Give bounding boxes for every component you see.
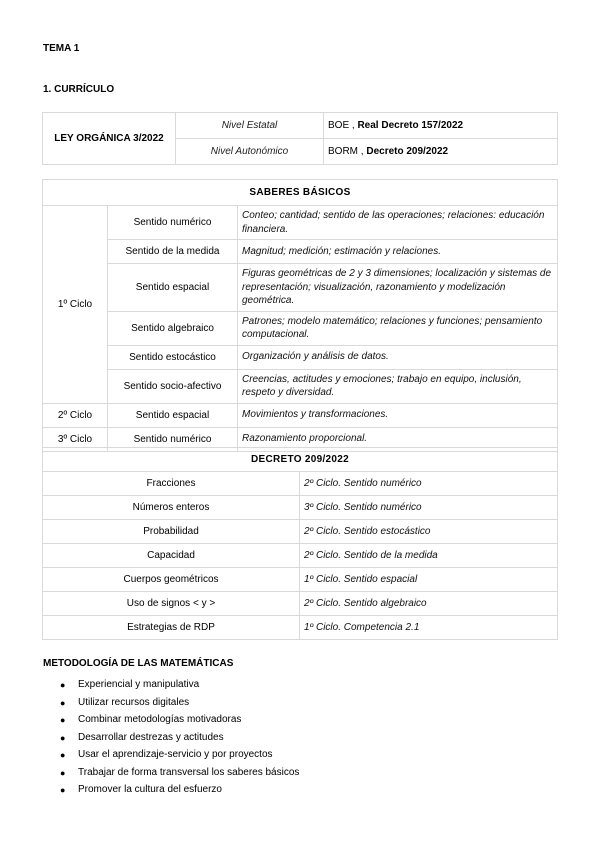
sentido-description: Movimientos y transformaciones. (238, 403, 558, 427)
bullet-icon: ● (60, 715, 66, 725)
bullet-icon: ● (60, 785, 66, 795)
decreto-reference: 2º Ciclo. Sentido de la medida (300, 544, 558, 568)
ley-level: Nivel Autonómico (176, 139, 324, 165)
decreto-item: Fracciones (43, 472, 300, 496)
list-item (58, 783, 299, 801)
ley-row (43, 113, 558, 139)
list-item-text: Trabajar de forma transversal los saberes básicos (78, 766, 300, 778)
sentido-label: Sentido numérico (108, 427, 238, 451)
bullet-icon: ● (60, 732, 66, 743)
table-row (43, 206, 558, 240)
decreto-item: Números enteros (43, 496, 300, 520)
ciclo-label: 3º Ciclo (43, 427, 108, 451)
decreto-item: Probabilidad (43, 520, 300, 544)
sentido-description: Conteo; cantidad; sentido de las operaciones; relaciones: educación financiera. (238, 206, 558, 240)
table-row (43, 592, 558, 616)
bullet-icon: ● (60, 680, 66, 690)
table-row (43, 311, 558, 345)
sentido-description: Organización y análisis de datos. (238, 345, 558, 369)
heading-metodologia: METODOLOGÍA DE LAS MATEMÁTICAS (43, 658, 234, 669)
sentido-description: Figuras geométricas de 2 y 3 dimensiones; localización y sistemas de representación; visualización, razonamiento y modelización geométrica. (238, 264, 558, 312)
decreto-table (42, 447, 558, 640)
sentido-label: Sentido estocástico (108, 345, 238, 369)
ley-ref-decree: Real Decreto 157/2022 (357, 120, 464, 131)
list-item-text: Combinar metodologías motivadoras (78, 714, 242, 725)
table-row (43, 520, 558, 544)
ley-ref-prefix: BOE , (328, 120, 358, 131)
sentido-label: Sentido espacial (108, 403, 238, 427)
ciclo-label: 2º Ciclo (43, 403, 108, 427)
table-row (43, 264, 558, 312)
bullet-icon: ● (60, 767, 66, 778)
table-row (43, 568, 558, 592)
ciclo-label: 1º Ciclo (43, 206, 108, 404)
table-row (43, 369, 558, 403)
list-item-text: Desarrollar destrezas y actitudes (78, 731, 224, 743)
decreto-item: Capacidad (43, 544, 300, 568)
list-item-text: Usar el aprendizaje-servicio y por proyectos (78, 749, 273, 760)
bullet-icon: ● (60, 750, 66, 760)
list-item (58, 748, 299, 766)
decreto-item: Estrategias de RDP (43, 616, 300, 640)
decreto-reference: 2º Ciclo. Sentido numérico (300, 472, 558, 496)
decreto-reference: 1º Ciclo. Sentido espacial (300, 568, 558, 592)
bullet-icon: ● (60, 697, 66, 708)
table-row (43, 544, 558, 568)
list-item (58, 696, 299, 714)
list-item-text: Promover la cultura del esfuerzo (78, 784, 222, 795)
sentido-label: Sentido algebraico (108, 311, 238, 345)
decreto-reference: 1º Ciclo. Competencia 2.1 (300, 616, 558, 640)
decreto-reference: 3º Ciclo. Sentido numérico (300, 496, 558, 520)
decreto-title: DECRETO 209/2022 (43, 448, 558, 472)
heading-tema: TEMA 1 (43, 43, 80, 54)
sentido-label: Sentido espacial (108, 264, 238, 312)
list-item-text: Utilizar recursos digitales (78, 696, 190, 708)
list-item (58, 766, 299, 784)
sentido-label: Sentido de la medida (108, 240, 238, 264)
table-row (43, 472, 558, 496)
metodologia-list (58, 678, 299, 801)
ley-reference (324, 113, 558, 139)
decreto-reference: 2º Ciclo. Sentido algebraico (300, 592, 558, 616)
saberes-title: SABERES BÁSICOS (43, 180, 558, 206)
ley-table (42, 112, 558, 165)
table-row (43, 403, 558, 427)
list-item (58, 713, 299, 731)
decreto-item: Uso de signos < y > (43, 592, 300, 616)
table-row (43, 345, 558, 369)
ley-level: Nivel Estatal (176, 113, 324, 139)
heading-curriculo: 1. CURRÍCULO (43, 84, 115, 95)
sentido-description: Creencias, actitudes y emociones; trabajo en equipo, inclusión, respeto y diversidad. (238, 369, 558, 403)
sentido-description: Magnitud; medición; estimación y relaciones. (238, 240, 558, 264)
decreto-reference: 2º Ciclo. Sentido estocástico (300, 520, 558, 544)
ley-ref-decree: Decreto 209/2022 (366, 146, 449, 157)
sentido-description: Patrones; modelo matemático; relaciones y funciones; pensamiento computacional. (238, 311, 558, 345)
ley-reference (324, 139, 558, 165)
saberes-table (42, 179, 558, 452)
sentido-label: Sentido socio-afectivo (108, 369, 238, 403)
list-item-text: Experiencial y manipulativa (78, 679, 200, 690)
decreto-item: Cuerpos geométricos (43, 568, 300, 592)
ley-name: LEY ORGÁNICA 3/2022 (43, 113, 176, 165)
table-row (43, 616, 558, 640)
list-item (58, 678, 299, 696)
list-item (58, 731, 299, 749)
table-row (43, 240, 558, 264)
table-row (43, 496, 558, 520)
ley-ref-prefix: BORM , (328, 146, 367, 157)
sentido-description: Razonamiento proporcional. (238, 427, 558, 451)
sentido-label: Sentido numérico (108, 206, 238, 240)
